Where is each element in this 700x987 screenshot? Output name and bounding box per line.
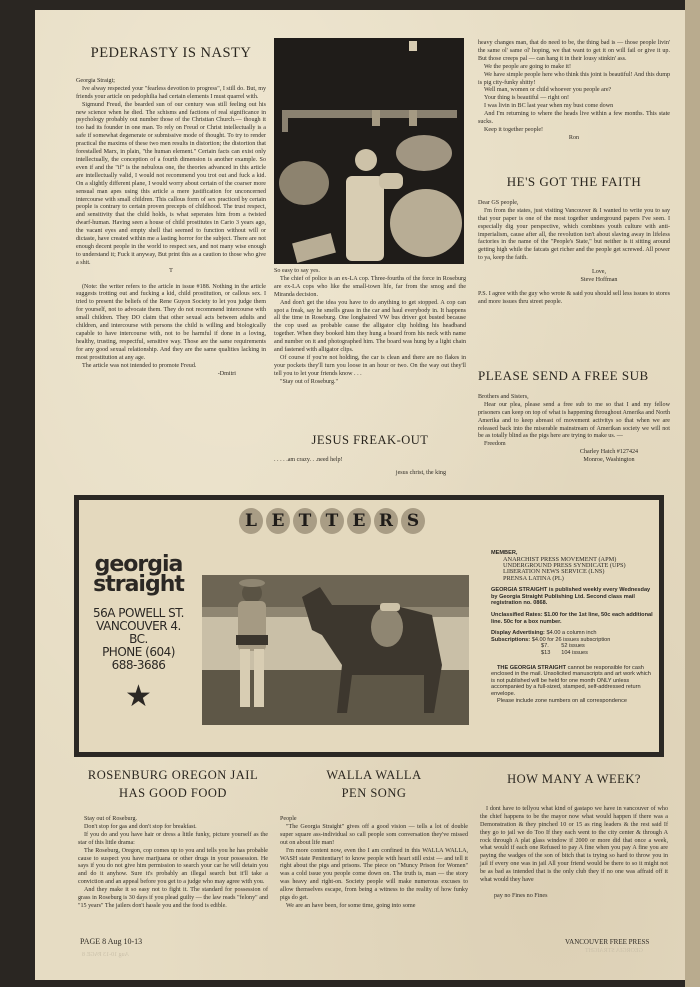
article-jesus-freak-out [274,433,466,478]
phone-number: 688-3686 [111,658,166,672]
headline-how-many: HOW MANY A WEEK? [507,772,641,786]
disclaimer-name: THE GEORGIA STRAIGHT [497,664,567,671]
letters-banner [239,508,425,534]
paragraph: And they make it so easy not to fight it. The standard for possession of grass in Roseburg is 30 days if you plead guilty — the law reads "felony" and "15 years" The jailers don't hassle you and the food is edible. [78,887,268,909]
closing: Freedom [484,441,506,448]
subscription-rate: $7. 52 issues [541,643,585,650]
postscript: P.S. I agree with the guy who wrote & said you should sell less issues to stores and more issues thru street people. [478,290,670,305]
article-hes-got-the-faith [478,174,670,307]
photo-child-pumpkins [274,38,464,264]
member-label: MEMBER, [491,550,518,556]
article-pederasty [76,42,266,378]
salutation: Georgia Straigt; [76,77,115,84]
banner-letter: R [374,508,398,534]
display-label: Display Advertising: [491,630,545,637]
publish-details: is published weekly every Wednesday by Georgia Straight Publishing Ltd. Second class mail registration no. 0868. [491,587,651,607]
paragraph: I'm from the states, just visiting Vancouver & I wanted to write you to say that your paper is one of the most together underground papers I've seen. I especially dig your perspective, which combines youth culture with anti-imperialism, cause after all, the revolution isn't about slaving away in lifeless factories in the name of the "People's State," but neither is it sitting around getting high while the fatcats get richer and the people get screwed. All power to ya, keep the faith. [478,207,670,262]
headline-free-sub: PLEASE SEND A FREE SUB [478,368,649,383]
publish-name: GEORGIA STRAIGHT [491,587,548,594]
jesus-line-2: jesus christ, the king [395,469,446,476]
paragraph: "The Georgia Straight" gives off a good vision — tells a lot of double super square ass-individual so call people som conversation they've missed out on about life man! [280,823,468,846]
headline-jesus: JESUS FREAK-OUT [311,433,429,447]
salutation: People [280,816,297,822]
disclaimer-text: cannot be responsible for cash enclosed in the mail. Unsolicited manuscripts and art work which is not published will be held for one month ONLY unless accompanied by a full-sized, stamped, self-addressed return envelope. [491,664,651,697]
signature: Ron [568,134,580,141]
page-footer-source: VANCOUVER FREE PRESS [565,938,650,946]
salutation: Dear GS people, [478,199,519,206]
display-value: $4.00 a column inch [546,630,597,637]
headline-roseburg-2: HAS GOOD FOOD [119,786,227,800]
unclassified-rates: Unclassified Rates: $1.00 for the 1st line, 50c each additional line. 50c for a box number. [491,612,653,625]
article-walla-walla [280,766,468,911]
member-item: UNDERGROUND PRESS SYNDICATE (UPS) [503,562,626,569]
paragraph: If you do and you have hair or dress a little funky, picture yourself as the star of this little drama: [78,831,268,846]
closing: pay no Fines no Fines [494,892,548,899]
headline-pederasty: PEDERASTY IS NASTY [90,45,252,61]
headline-walla-2: PEN SONG [341,786,407,800]
letters-masthead-box [74,495,664,757]
paragraph: I'm more content now, even tho I am confined in this WALLA WALLA, WASH state Penitentiary! to know people with heart still exist — and tell it right about the pigs and prisons. The piece on "Muncy Prison for Women" was a cold issue you people come down on. The truth is, man — the story was heavy and right-on. Society people will make numerous excuses to allow themselves escape, from being a witness to the reality of how funky pigs do get. [280,847,468,902]
logo-line-1: georgia [94,552,183,577]
paragraph: I dont have to tellyou what kind of gastapo we have in vancouver of who the chief happens to be the mayor now what would happen if there was a Demonstration & they pinched 10 or 15 as ring leaders & the rest said If they go to jail we do Too If they each went to the city center & through A rock through A plat glass window if 2000 or more did that once a week, what would if each one Refused to pay A fine when you pay A fine you are paying the wadges of the son of bitch that is trying so hard to throw you in jail if every one was in jail All your friend would be there to so it might not be as bad as intended that is the only club they if no one was affraid off it what would they have [480,805,668,884]
paragraph: Don't stop for gas and don't stop for breakfast. [84,823,197,830]
paragraph: Ive alway respected your "fearless devotion to progress", I still do. But, my friends your article on pedophilia had certain elements I must quarrel with. [76,85,266,100]
jesus-line-1: . . . . .am crazy. . .need help! [274,456,343,463]
paragraph: heavy changes man, that do need to be, the thing bad is — those people livin' the same ol' same ol' hoping, we that want to get it on will fail or give it up. But those creeps pal — can hang it in their lousy stinkin' ass. [478,40,670,62]
star-icon: ★ [125,679,152,714]
subscription-rate: $4.00 for 26 issues subscription [531,636,611,643]
paragraph: We are an have been, for some time, going into some [286,902,416,909]
photo-image [274,38,464,264]
headline-walla-1: WALLA WALLA [326,768,422,782]
banner-letter: T [293,508,317,534]
banner-letter: L [239,508,263,534]
paragraph: Hear our plea, please send a free sub to me so that I and my fellow prisoners can keep on top of what is happening throughout Amerika and North Amerika and to keep abreast of movement activitys so that when we are released back into the miserable mainstream of Amerikan society we will not be as totally blind as the pigs here are trying to make us. — [478,401,670,440]
member-item: PRENSA LATINA (PL) [503,574,564,582]
subscription-rate: $13 104 issues [541,649,588,656]
faint-stamp-left: Aug 10-13 PAGE 8 [82,952,129,958]
paragraph: Stay out of Roseburg. [84,816,138,822]
photo-image [202,575,469,725]
banner-letter: S [401,508,425,534]
editor-note: (Note: the writer refers to the article in issue #188. Nothing in the article suggests trotting out and fucking a kid, child prostitution, or callous sex. I tried to present the beliefs of the Rene Guyon Society to let you judge them for yourself, not to advocate them. They do not recommend intercourse with small children. They DO claim that other sexual acts between adults and children, and intercourse with persons the child is willing and biologically capable to have intercourse with, not to be harmful if done in a loving, healthy, trusting, respectful, sensitive way. Those are the same requirements for any good sexual relationship. And they are the same qualities lacking in most prostitution at any age. [76,283,266,361]
article-walla-continued [478,40,670,143]
editor-signature: -Dmitri [217,370,236,377]
signature: Steve Hoffman [580,277,618,284]
address: 56A POWELL ST. [93,606,184,620]
paragraph: Sigmund Freud, the bearded sun of our century was still feeling out his new science when he died. The schisms and factions of real significance in psychology probably out number those of the Christian Church.— though it too had its founder in one man. To rely on Freud or Christ intellectually is a safe if somewhat degenerate or submissive mode of thought. To try to render practical the maxims of these two men results in distortion; the distortion that forestalled Marx, in plain, "the human element." Certain facts can exist only intellectually, the conception of a fourth dimension is another example. So even if and the "if" is the nebulous one, the theories advanced in this article are intellectually valid, I would not recommend you trot out and fuck a kid. On a slightly different plane, I would worry about certain of the coarser more sensual man apes using this article a mere justification for unconcerned intercourse with small children. This callous form of sex practiced by certain people is contrary to certain proven precepts of childhood. The trust respect, and sensitivity that the child holds, is what seperates him from a twisted dwarf-human. Having seen a house of child prostitutes in Cario 3 years ago, the vacant eyes and empty shell that seemed to function without will or dictaste, have created within me a lasting horror for the subject. There are not enough decent people in the world to respect sex, and not many wise enough to understand it; Fuck it anyway, But print this as a caution to those who give a shit. [76,101,266,266]
paragraph: I was livin in BC last year when my bust come down [484,103,614,110]
paragraph: We have simple people here who think this joint is beautiful! And this dump is pig city-funky shitty! [478,71,670,86]
publication-info [491,550,656,704]
paragraph: "Stay out of Roseburg." [280,378,339,385]
signature: Charley Hatch #127424 [579,449,639,456]
editor-note-end: The article was not intended to promote Freud. [82,362,197,369]
paragraph: And don't get the idea you have to do anything to get stopped. A cop can spot a freak, say he smells grass in the car and haul everybody in. It happens all the time in Roseburg. One longhaired VW bus driver got busted because the cop used as probable cause the alligator clip holding his headband together. When they booked him they hung a board from his neck with name and number on it and photographed him. The board was hung by a light chain and fastened with alligator clips. [274,299,466,354]
article-free-sub [478,368,670,465]
subscriptions-label: Subscriptions: [491,636,531,643]
paragraph: The Roseburg, Oregon, cop comes up to you and tells you he has probable cause to suspect you have marijuana or other drugs in your possession. He says if you do not give him permission to search your car he will detain you and do it anyhow. Sure it's probably an illegal search but it'll take a conviction and an appeal before you get to a judge who may agree with you. [78,847,268,886]
logo-line-2: straight [93,572,184,597]
city: VANCOUVER 4. BC. [96,619,181,646]
banner-letter: E [347,508,371,534]
member-item: ANARCHIST PRESS MOVEMENT (APM) [503,555,617,563]
paragraph: Of course if you're not holding, the car is clean and there are no flakes in your pockets they'll turn you loose in an hour or two. On the way out they'll tell you to let your friends know . . . [274,354,466,377]
paragraph: We the people are going to make it! [484,63,571,70]
article-how-many-a-week [480,772,668,901]
paragraph: Your thing is beautiful — right on! [484,95,570,102]
faint-stamp-right: GEORGIA STRAIGHT [585,948,643,954]
member-item: LIBERATION NEWS SERVICE (LNS) [503,568,605,576]
headline-faith: HE'S GOT THE FAITH [506,174,642,189]
paragraph: Keep it together people! [484,126,544,133]
article-roseburg-continued [274,268,466,387]
signature: T [169,267,173,274]
banner-letter: T [320,508,344,534]
georgia-straight-logo [91,552,186,714]
page-footer-date: PAGE 8 Aug 10-13 [80,937,143,946]
closing: Love, [591,269,607,276]
phone-label: PHONE (604) [102,645,175,659]
paragraph: Well man, women or child whoever you people are? [484,87,612,94]
banner-letter: E [266,508,290,534]
zone-note: Please include zone numbers on all correspondence [497,697,627,704]
headline-roseburg-1: ROSENBURG OREGON JAIL [87,768,259,782]
paragraph: So easy to say yes. [274,268,320,274]
paragraph: And I'm returning to where the heads live within a few months. This state sucks. [478,111,670,126]
page-edge-shadow [685,0,700,987]
article-roseburg [78,766,268,911]
paragraph: The chief of police is an ex-LA cop. Three-fourths of the force in Roseburg are ex-LA cops who like the small-town life, far from the smog and the Miranda decision. [274,275,466,298]
salutation: Brothers and Sisters, [478,393,529,400]
location: Monroe, Washington [583,457,635,464]
photo-cowboy-horse [202,575,469,725]
